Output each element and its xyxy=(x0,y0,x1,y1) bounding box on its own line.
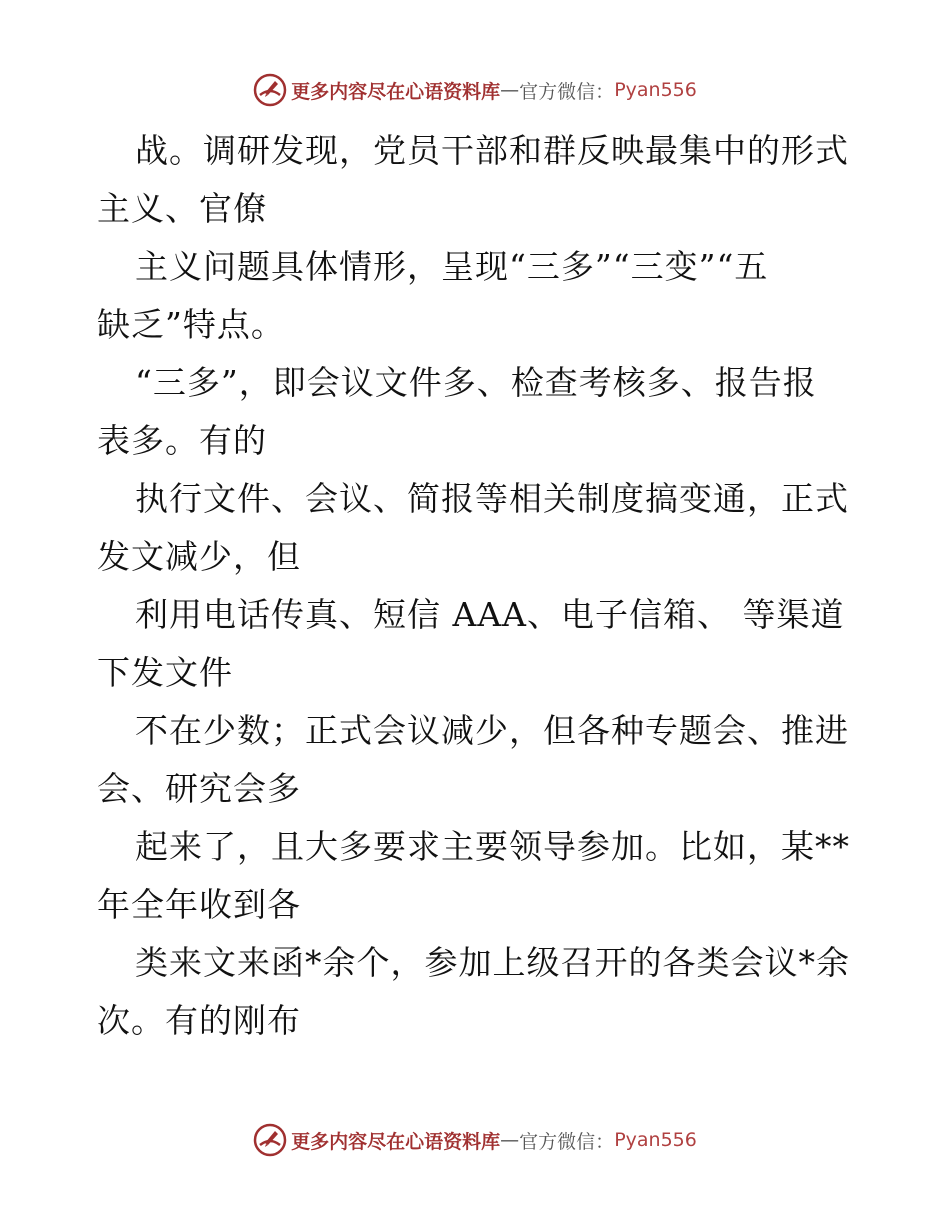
site-name: 更多内容尽在心语资料库 xyxy=(291,80,501,103)
body-line: 表多。有的 xyxy=(97,421,267,460)
wechat-label: 官方微信： xyxy=(519,80,615,103)
body-line: 次。有的刚布 xyxy=(97,1001,301,1040)
header-banner xyxy=(0,70,950,110)
body-line: 缺乏”特点。 xyxy=(97,305,285,344)
body-line: 下发文件 xyxy=(97,653,233,692)
book-pen-logo-icon xyxy=(253,1123,287,1157)
wechat-label: 官方微信： xyxy=(519,1130,615,1153)
body-line: 执行文件、会议、简报等相关制度搞变通，正式 xyxy=(135,479,849,518)
book-pen-logo-icon xyxy=(253,73,287,107)
banner-separator: — xyxy=(500,79,520,101)
banner-separator: — xyxy=(500,1129,520,1151)
body-line: 战。调研发现，党员干部和群反映最集中的形式 xyxy=(135,131,849,170)
document-body xyxy=(97,122,857,1050)
body-line: 类来文来函*余个，参加上级召开的各类会议*余 xyxy=(135,943,850,982)
body-line: 会、研究会多 xyxy=(97,769,301,808)
body-line: 利用电话传真、短信 AAA、电子信箱、 等渠道 xyxy=(135,595,845,634)
wechat-id: Pyan556 xyxy=(614,1129,697,1151)
wechat-id: Pyan556 xyxy=(614,79,697,101)
body-line: “三多”，即会议文件多、检查考核多、报告报 xyxy=(135,363,817,402)
body-line: 年全年收到各 xyxy=(97,885,301,924)
body-line: 不在少数；正式会议减少，但各种专题会、推进 xyxy=(135,711,849,750)
footer-banner xyxy=(0,1120,950,1160)
body-line: 主义、官僚 xyxy=(97,189,267,228)
body-line: 发文减少，但 xyxy=(97,537,301,576)
body-line: 起来了，且大多要求主要领导参加。比如，某** xyxy=(135,827,850,866)
body-line: 主义问题具体情形，呈现“三多”“三变”“五 xyxy=(135,247,769,286)
site-name: 更多内容尽在心语资料库 xyxy=(291,1130,501,1153)
